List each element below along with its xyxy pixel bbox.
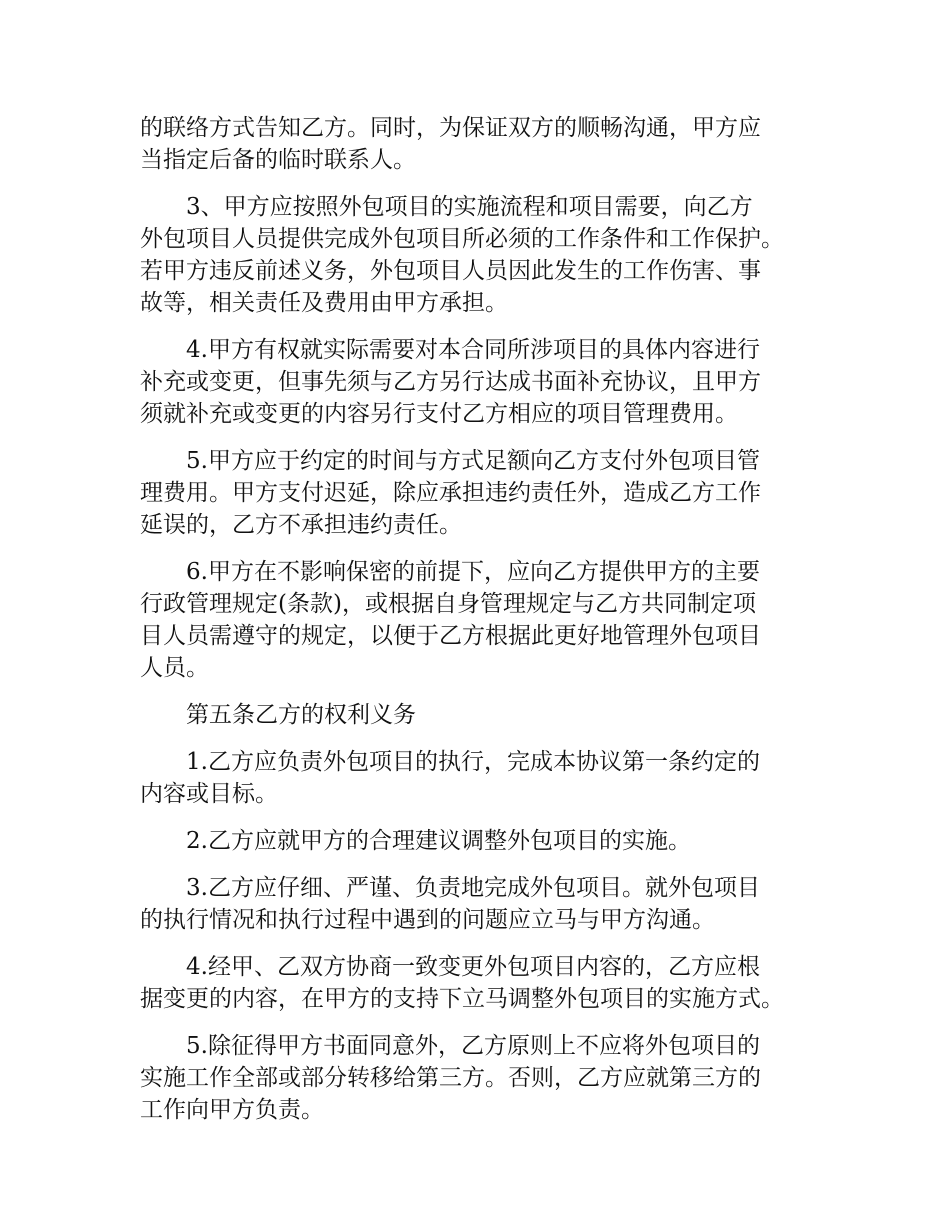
section-heading: 第五条乙方的权利义务 (186, 702, 416, 728)
text-line: 1.乙方应负责外包项目的执行，完成本协议第一条约定的 (186, 749, 760, 775)
text-line: 的执行情况和执行过程中遇到的问题应立马与甲方沟通。 (140, 907, 715, 933)
paragraph-party-b-5 (140, 1030, 830, 1126)
section-heading-article-5 (140, 699, 830, 731)
text-line: 5.甲方应于约定的时间与方式足额向乙方支付外包项目管 (186, 448, 760, 474)
text-line: 理费用。甲方支付迟延，除应承担违约责任外，造成乙方工作 (140, 480, 761, 506)
paragraph-party-b-3 (140, 872, 830, 936)
text-line: 3.乙方应仔细、严谨、负责地完成外包项目。就外包项目 (186, 875, 760, 901)
paragraph-party-b-4 (140, 951, 830, 1015)
paragraph-party-b-2 (140, 825, 830, 857)
text-line: 行政管理规定(条款)，或根据自身管理规定与乙方共同制定项 (140, 591, 756, 617)
text-line: 6.甲方在不影响保密的前提下，应向乙方提供甲方的主要 (186, 559, 760, 585)
paragraph-clause-3 (140, 191, 830, 319)
text-line: 4.经甲、乙双方协商一致变更外包项目内容的，乙方应根 (186, 954, 760, 980)
paragraph-party-b-1 (140, 746, 830, 810)
text-line: 若甲方违反前述义务，外包项目人员因此发生的工作伤害、事 (140, 258, 761, 284)
text-line: 据变更的内容，在甲方的支持下立马调整外包项目的实施方式。 (140, 986, 784, 1012)
paragraph-clause-5 (140, 445, 830, 541)
text-line: 人员。 (140, 655, 209, 681)
text-line: 4.甲方有权就实际需要对本合同所涉项目的具体内容进行 (186, 337, 760, 363)
paragraph-clause-6 (140, 556, 830, 684)
text-line: 外包项目人员提供完成外包项目所必须的工作条件和工作保护。 (140, 226, 784, 252)
text-line: 5.除征得甲方书面同意外，乙方原则上不应将外包项目的 (186, 1033, 760, 1059)
text-line: 工作向甲方负责。 (140, 1097, 324, 1123)
text-line: 的联络方式告知乙方。同时，为保证双方的顺畅沟通，甲方应 (140, 115, 761, 141)
text-line: 实施工作全部或部分转移给第三方。否则，乙方应就第三方的 (140, 1065, 761, 1091)
text-line: 当指定后备的临时联系人。 (140, 147, 416, 173)
paragraph-contact-continuation (140, 112, 830, 176)
text-line: 延误的，乙方不承担违约责任。 (140, 512, 462, 538)
text-line: 3、甲方应按照外包项目的实施流程和项目需要，向乙方 (186, 194, 753, 220)
text-line: 须就补充或变更的内容另行支付乙方相应的项目管理费用。 (140, 401, 738, 427)
paragraph-clause-4 (140, 334, 830, 430)
text-line: 补充或变更，但事先须与乙方另行达成书面补充协议，且甲方 (140, 369, 761, 395)
text-line: 内容或目标。 (140, 781, 278, 807)
text-line: 目人员需遵守的规定，以便于乙方根据此更好地管理外包项目 (140, 623, 761, 649)
text-line: 故等，相关责任及费用由甲方承担。 (140, 290, 508, 316)
text-line: 2.乙方应就甲方的合理建议调整外包项目的实施。 (186, 828, 691, 854)
document-body (140, 112, 830, 1141)
